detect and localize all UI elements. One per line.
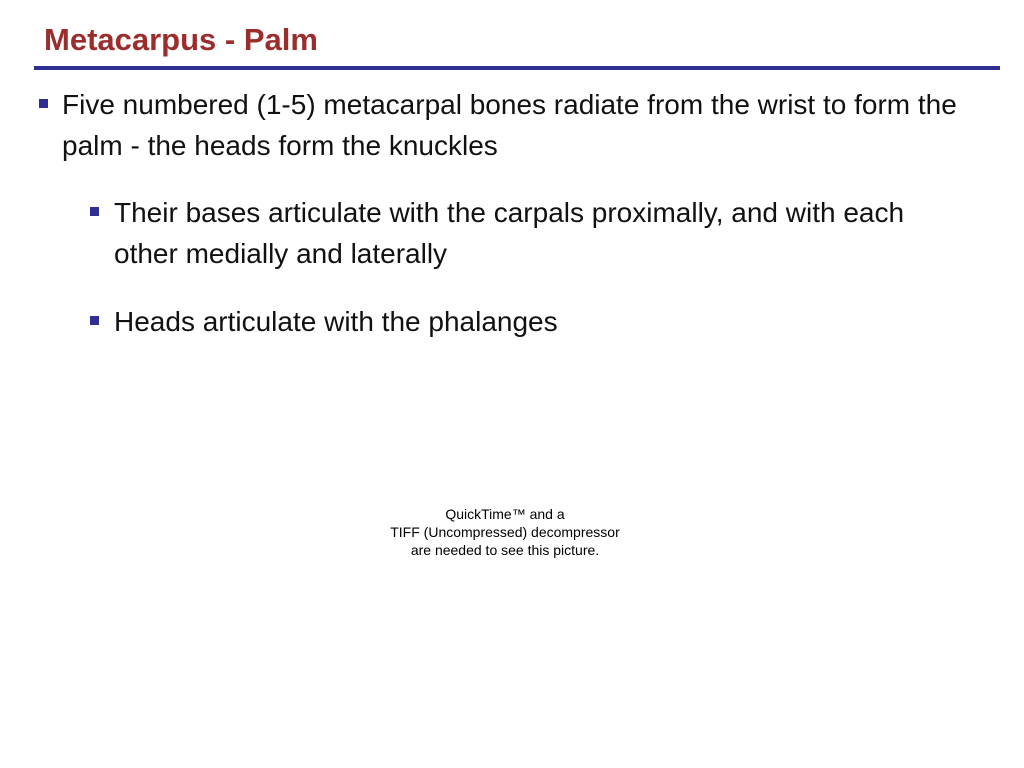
placeholder-line: QuickTime™ and a (445, 506, 565, 522)
bullet-text: Their bases articulate with the carpals proximally, and with each other medially and laterally (114, 197, 905, 269)
square-bullet-icon (90, 207, 99, 216)
square-bullet-icon (90, 316, 99, 325)
bullet-item-level-2 (114, 301, 974, 342)
bullet-item-level-1 (62, 84, 962, 166)
bullet-item-level-2 (114, 192, 974, 274)
slide-title: Metacarpus - Palm (44, 22, 318, 57)
bullet-text: Heads articulate with the phalanges (114, 306, 558, 337)
title-divider (34, 66, 1000, 70)
square-bullet-icon (39, 99, 48, 108)
placeholder-line: TIFF (Uncompressed) decompressor (390, 524, 620, 540)
missing-media-placeholder (340, 505, 670, 559)
bullet-text: Five numbered (1-5) metacarpal bones radiate from the wrist to form the palm - the heads form the knuckles (62, 89, 957, 161)
placeholder-line: are needed to see this picture. (410, 542, 600, 558)
